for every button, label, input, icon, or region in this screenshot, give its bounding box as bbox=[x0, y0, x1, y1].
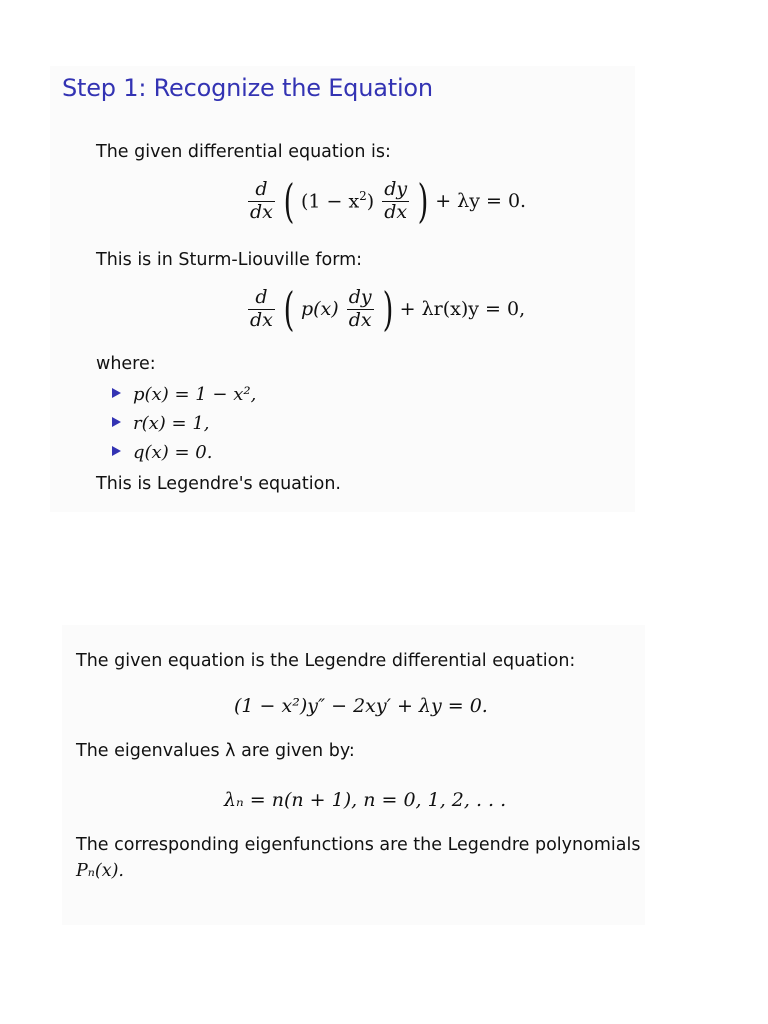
step1-intro: The given differential equation is: bbox=[96, 142, 391, 162]
eigenvalue-intro: The eigenvalues λ are given by: bbox=[76, 741, 355, 761]
eq1-d-dx: $\frac{d}{dx}$ bbox=[250, 177, 273, 223]
list-item: q(x) = 0. bbox=[112, 442, 256, 471]
bullet-triangle-icon bbox=[112, 417, 121, 427]
eq2-d-dx: $\frac{d}{dx}$ bbox=[250, 285, 273, 331]
step2-intro: The given equation is the Legendre differential equation: bbox=[76, 651, 576, 671]
eq2-left-paren: ( bbox=[283, 282, 295, 336]
eq2-right-paren: ) bbox=[382, 282, 394, 336]
equation-2 bbox=[246, 282, 526, 336]
eq1-inner-left: $(1 - x^2)$ bbox=[300, 189, 375, 213]
where-label: where: bbox=[96, 354, 156, 374]
list-item: p(x) = 1 − x², bbox=[112, 384, 256, 413]
coefficient-list bbox=[112, 384, 256, 471]
eq2-dy-dx: $\frac{dy}{dx}$ bbox=[348, 285, 372, 331]
bullet-triangle-icon bbox=[112, 388, 121, 398]
step2-conclusion-line2: Pₙ(x). bbox=[76, 861, 124, 881]
eq2-tail: + λr(x)y = 0, bbox=[399, 298, 526, 320]
step1-conclusion: This is Legendre's equation. bbox=[96, 474, 341, 494]
eigenvalue-equation: λₙ = n(n + 1), n = 0, 1, 2, . . . bbox=[224, 789, 507, 811]
step2-conclusion-line1: The corresponding eigenfunctions are the Legendre polynomials bbox=[76, 835, 641, 855]
eq2-inner: p(x) bbox=[300, 298, 339, 320]
step1-panel bbox=[50, 66, 635, 512]
eq1-tail: + λy = 0. bbox=[435, 190, 527, 212]
legendre-equation: (1 − x²)y″ − 2xy′ + λy = 0. bbox=[234, 695, 488, 717]
step1-title: Step 1: Recognize the Equation bbox=[62, 74, 433, 102]
eq1-dy-dx: $\frac{dy}{dx}$ bbox=[384, 177, 408, 223]
equation-1 bbox=[246, 174, 527, 228]
eq1-right-paren: ) bbox=[417, 174, 429, 228]
bullet-triangle-icon bbox=[112, 446, 121, 456]
step2-panel bbox=[62, 625, 645, 925]
sl-intro: This is in Sturm-Liouville form: bbox=[96, 250, 363, 270]
eq1-left-paren: ( bbox=[283, 174, 295, 228]
list-item: r(x) = 1, bbox=[112, 413, 256, 442]
